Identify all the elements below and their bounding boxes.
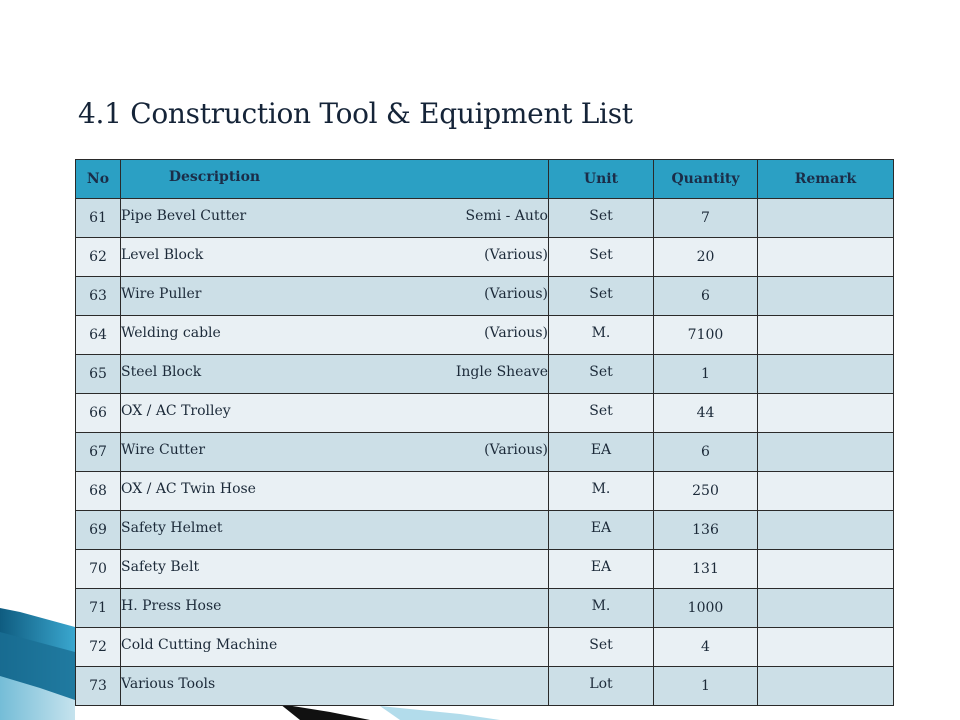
cell-quantity: 44 bbox=[654, 394, 758, 433]
unit-text: Set bbox=[589, 637, 613, 653]
cell-remark bbox=[758, 394, 894, 433]
cell-unit bbox=[549, 589, 654, 628]
cell-remark bbox=[758, 667, 894, 706]
cell-no: 63 bbox=[76, 277, 121, 316]
cell-remark bbox=[758, 238, 894, 277]
table-row bbox=[76, 550, 894, 589]
cell-unit bbox=[549, 628, 654, 667]
unit-text: Lot bbox=[589, 676, 613, 692]
cell-quantity: 136 bbox=[654, 511, 758, 550]
cell-unit bbox=[549, 316, 654, 355]
cell-no: 72 bbox=[76, 628, 121, 667]
cell-quantity: 20 bbox=[654, 238, 758, 277]
cell-remark bbox=[758, 550, 894, 589]
cell-unit bbox=[549, 199, 654, 238]
table-row bbox=[76, 472, 894, 511]
table-row bbox=[76, 667, 894, 706]
table-row bbox=[76, 355, 894, 394]
description-text: Level Block bbox=[121, 247, 204, 263]
cell-description bbox=[121, 628, 549, 667]
cell-remark bbox=[758, 277, 894, 316]
table-row bbox=[76, 238, 894, 277]
description-text: Pipe Bevel Cutter bbox=[121, 208, 247, 224]
unit-text: Set bbox=[589, 403, 613, 419]
cell-description bbox=[121, 316, 549, 355]
unit-text: M. bbox=[591, 598, 611, 614]
unit-text: Set bbox=[589, 364, 613, 380]
cell-unit bbox=[549, 472, 654, 511]
unit-text: Set bbox=[589, 286, 613, 302]
cell-description bbox=[121, 199, 549, 238]
cell-remark bbox=[758, 355, 894, 394]
description-note: Semi - Auto bbox=[465, 208, 548, 224]
description-text: OX / AC Trolley bbox=[121, 403, 231, 419]
unit-text: EA bbox=[590, 442, 612, 458]
cell-quantity: 1000 bbox=[654, 589, 758, 628]
description-text: Cold Cutting Machine bbox=[121, 637, 278, 653]
cell-quantity: 7100 bbox=[654, 316, 758, 355]
cell-remark bbox=[758, 628, 894, 667]
cell-unit bbox=[549, 238, 654, 277]
description-text: Steel Block bbox=[121, 364, 202, 380]
unit-text: EA bbox=[590, 520, 612, 536]
cell-description bbox=[121, 667, 549, 706]
header-no: No bbox=[76, 160, 121, 199]
cell-unit bbox=[549, 394, 654, 433]
description-note: (Various) bbox=[484, 247, 548, 263]
description-text: Wire Puller bbox=[121, 286, 202, 302]
slide-title: 4.1 Construction Tool & Equipment List bbox=[78, 97, 633, 130]
cell-quantity: 6 bbox=[654, 433, 758, 472]
cell-no: 71 bbox=[76, 589, 121, 628]
description-note: (Various) bbox=[484, 286, 548, 302]
cell-no: 68 bbox=[76, 472, 121, 511]
cell-no: 73 bbox=[76, 667, 121, 706]
header-remark: Remark bbox=[758, 160, 894, 199]
description-text: OX / AC Twin Hose bbox=[121, 481, 256, 497]
table-row bbox=[76, 433, 894, 472]
cell-quantity: 131 bbox=[654, 550, 758, 589]
cell-description bbox=[121, 589, 549, 628]
unit-text: Set bbox=[589, 208, 613, 224]
cell-unit bbox=[549, 355, 654, 394]
cell-quantity: 4 bbox=[654, 628, 758, 667]
header-description-label: Description bbox=[168, 169, 261, 185]
cell-remark bbox=[758, 589, 894, 628]
cell-description bbox=[121, 511, 549, 550]
description-text: Wire Cutter bbox=[121, 442, 206, 458]
header-unit: Unit bbox=[549, 160, 654, 199]
cell-unit bbox=[549, 550, 654, 589]
cell-remark bbox=[758, 433, 894, 472]
description-note: (Various) bbox=[484, 325, 548, 341]
header-description bbox=[121, 160, 549, 199]
table-row bbox=[76, 277, 894, 316]
unit-text: M. bbox=[591, 325, 611, 341]
cell-no: 69 bbox=[76, 511, 121, 550]
description-note: (Various) bbox=[484, 442, 548, 458]
cell-no: 70 bbox=[76, 550, 121, 589]
table-row bbox=[76, 628, 894, 667]
description-note: Ingle Sheave bbox=[455, 364, 548, 380]
cell-unit bbox=[549, 277, 654, 316]
cell-description bbox=[121, 472, 549, 511]
cell-remark bbox=[758, 511, 894, 550]
description-text: Safety Helmet bbox=[121, 520, 223, 536]
cell-remark bbox=[758, 316, 894, 355]
table-row bbox=[76, 394, 894, 433]
unit-text: M. bbox=[591, 481, 611, 497]
cell-quantity: 1 bbox=[654, 667, 758, 706]
cell-quantity: 7 bbox=[654, 199, 758, 238]
description-text: H. Press Hose bbox=[121, 598, 222, 614]
cell-description bbox=[121, 550, 549, 589]
cell-quantity: 250 bbox=[654, 472, 758, 511]
equipment-table bbox=[75, 159, 894, 706]
cell-no: 67 bbox=[76, 433, 121, 472]
unit-text: Set bbox=[589, 247, 613, 263]
description-text: Various Tools bbox=[121, 676, 216, 692]
unit-text: EA bbox=[590, 559, 612, 575]
table-header-row bbox=[76, 160, 894, 199]
cell-no: 62 bbox=[76, 238, 121, 277]
cell-description bbox=[121, 394, 549, 433]
cell-quantity: 1 bbox=[654, 355, 758, 394]
cell-no: 65 bbox=[76, 355, 121, 394]
cell-remark bbox=[758, 199, 894, 238]
cell-remark bbox=[758, 472, 894, 511]
cell-description bbox=[121, 238, 549, 277]
header-quantity: Quantity bbox=[654, 160, 758, 199]
cell-description bbox=[121, 355, 549, 394]
table-row bbox=[76, 199, 894, 238]
table-row bbox=[76, 589, 894, 628]
cell-unit bbox=[549, 433, 654, 472]
table-row bbox=[76, 316, 894, 355]
cell-quantity: 6 bbox=[654, 277, 758, 316]
cell-description bbox=[121, 433, 549, 472]
cell-no: 66 bbox=[76, 394, 121, 433]
cell-unit bbox=[549, 511, 654, 550]
description-text: Welding cable bbox=[121, 325, 221, 341]
cell-description bbox=[121, 277, 549, 316]
cell-no: 64 bbox=[76, 316, 121, 355]
cell-unit bbox=[549, 667, 654, 706]
cell-no: 61 bbox=[76, 199, 121, 238]
description-text: Safety Belt bbox=[121, 559, 200, 575]
table-row bbox=[76, 511, 894, 550]
